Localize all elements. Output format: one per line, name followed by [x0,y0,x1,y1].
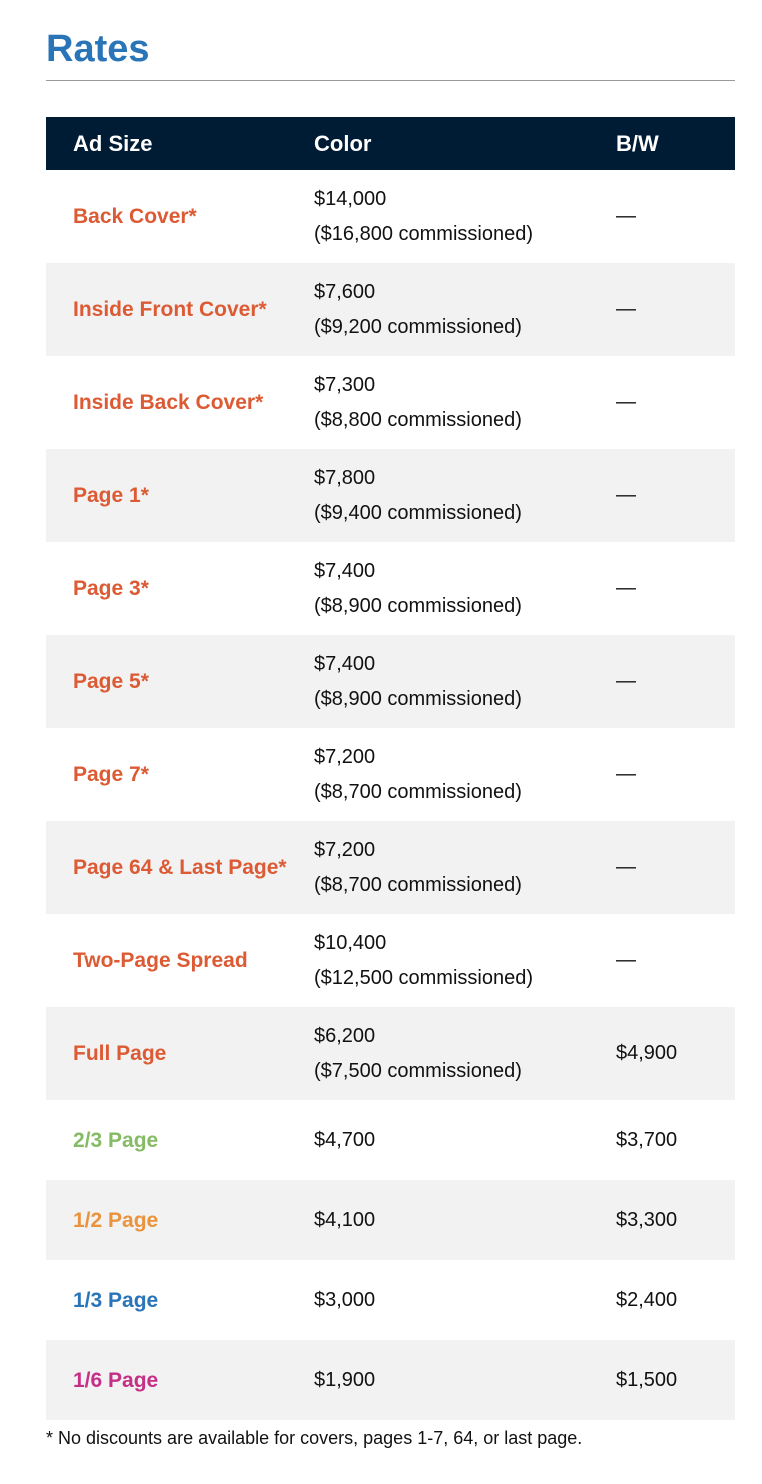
table-row [46,914,735,1007]
ad-size-cell: Two-Page Spread [73,949,248,972]
table-row [46,635,735,728]
color-rate-cell [314,170,616,263]
commissioned-price: ($12,500 commissioned) [314,966,533,989]
color-rate-cell [314,356,616,449]
table-row [46,542,735,635]
color-price: $14,000 [314,187,387,210]
color-price: $7,400 [314,652,376,675]
ad-size-cell: Inside Front Cover* [73,298,267,321]
color-price: $7,600 [314,280,376,303]
table-row [46,728,735,821]
header-ad-size: Ad Size [73,130,153,156]
commissioned-price: ($8,800 commissioned) [314,408,522,431]
commissioned-price: ($7,500 commissioned) [314,1059,522,1082]
bw-rate-cell: — [616,391,636,413]
table-row [46,821,735,914]
ad-size-cell: 1/2 Page [73,1208,159,1232]
commissioned-price: ($8,900 commissioned) [314,594,522,617]
ad-size-cell: 2/3 Page [73,1128,159,1152]
table-row [46,1100,735,1180]
bw-rate-cell: — [616,856,636,878]
rates-table [46,117,735,1420]
color-rate-cell [314,1180,616,1260]
table-row [46,263,735,356]
color-price: $7,200 [314,745,376,768]
color-rate-cell [314,542,616,635]
table-row [46,1007,735,1100]
bw-rate-cell: — [616,577,636,599]
title-divider [46,80,735,81]
bw-rate-cell: $1,500 [616,1368,678,1391]
bw-rate-cell: — [616,949,636,971]
ad-size-cell: Inside Back Cover* [73,391,264,414]
table-row [46,170,735,263]
color-rate-cell [314,449,616,542]
ad-size-cell: Page 5* [73,670,149,693]
color-price: $6,200 [314,1024,376,1047]
color-rate-cell [314,1007,616,1100]
ad-size-cell: Page 3* [73,577,149,600]
header-bw: B/W [616,130,659,156]
color-rate-cell [314,1100,616,1180]
commissioned-price: ($9,200 commissioned) [314,315,522,338]
ad-size-cell: 1/3 Page [73,1288,159,1312]
table-header-row [46,117,735,170]
table-row [46,1260,735,1340]
color-price: $7,400 [314,559,376,582]
color-price: $4,100 [314,1208,376,1231]
ad-size-cell: Back Cover* [73,205,197,228]
bw-rate-cell: $3,700 [616,1128,678,1151]
color-price: $7,300 [314,373,376,396]
ad-size-cell: Page 1* [73,484,149,507]
color-price: $10,400 [314,931,387,954]
color-price: $7,200 [314,838,376,861]
color-price: $4,700 [314,1128,376,1151]
page-title: Rates [46,28,150,70]
bw-rate-cell: $2,400 [616,1288,678,1311]
ad-size-cell: Page 7* [73,763,149,786]
color-rate-cell [314,1340,616,1420]
color-rate-cell [314,1260,616,1340]
bw-rate-cell: — [616,763,636,785]
table-row [46,1340,735,1420]
bw-rate-cell: — [616,670,636,692]
ad-size-cell: 1/6 Page [73,1368,159,1392]
color-price: $1,900 [314,1368,376,1391]
color-price: $3,000 [314,1288,376,1311]
commissioned-price: ($8,900 commissioned) [314,687,522,710]
color-rate-cell [314,914,616,1007]
table-row [46,449,735,542]
header-color: Color [314,130,372,156]
color-rate-cell [314,728,616,821]
bw-rate-cell: — [616,484,636,506]
bw-rate-cell: $3,300 [616,1208,678,1231]
commissioned-price: ($8,700 commissioned) [314,873,522,896]
bw-rate-cell: — [616,298,636,320]
bw-rate-cell: $4,900 [616,1042,678,1064]
color-rate-cell [314,821,616,914]
color-rate-cell [314,635,616,728]
color-rate-cell [314,263,616,356]
bw-rate-cell: — [616,205,636,227]
color-price: $7,800 [314,466,376,489]
footnote: * No discounts are available for covers, pages 1-7, 64, or last page. [46,1428,583,1448]
ad-size-cell: Page 64 & Last Page* [73,856,287,879]
commissioned-price: ($16,800 commissioned) [314,222,533,245]
commissioned-price: ($8,700 commissioned) [314,780,522,803]
ad-size-cell: Full Page [73,1042,167,1065]
commissioned-price: ($9,400 commissioned) [314,501,522,524]
table-row [46,356,735,449]
table-row [46,1180,735,1260]
